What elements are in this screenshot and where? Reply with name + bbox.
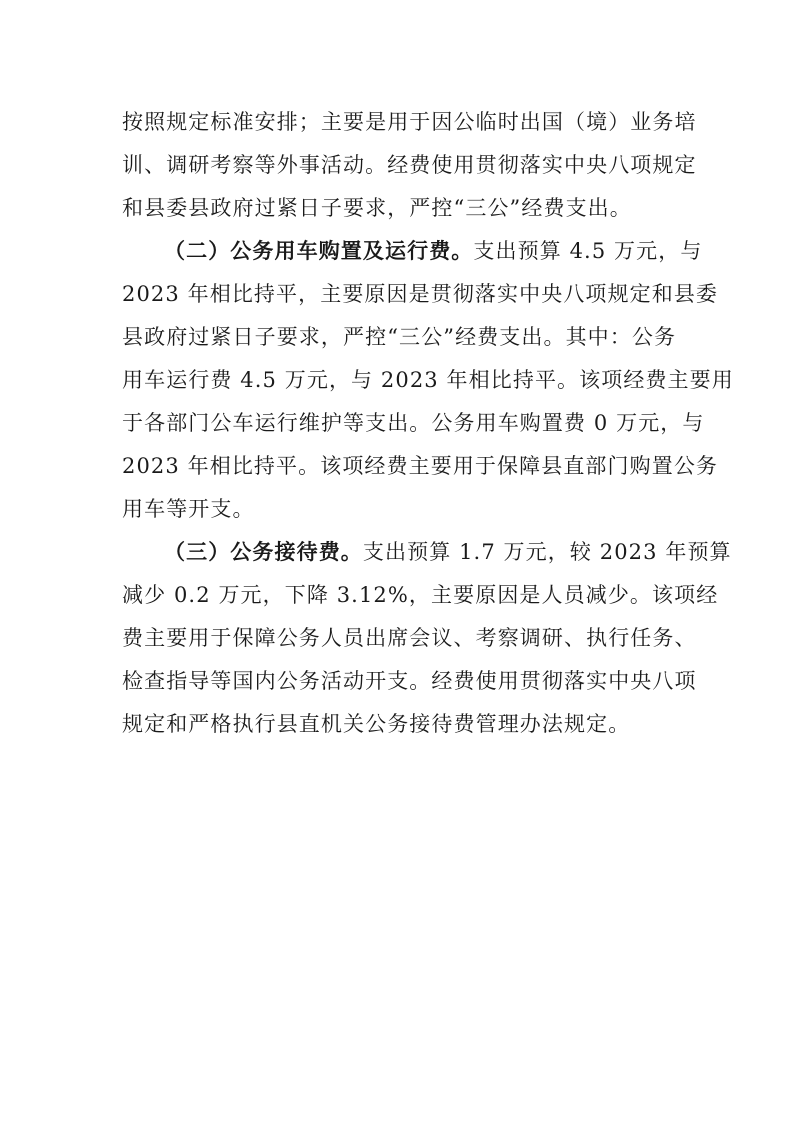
paragraph-line: 规定和严格执行县直机关公务接待费管理办法规定。	[122, 712, 631, 736]
paragraph-line: 训、调研考察等外事活动。经费使用贯彻落实中央八项规定	[122, 153, 697, 177]
paragraph-line: 费主要用于保障公务人员出席会议、考察调研、执行任务、	[122, 626, 697, 650]
paragraph-line: 于各部门公车运行维护等支出。公务用车购置费 0 万元，与	[122, 411, 705, 435]
paragraph-line: 减少 0.2 万元，下降 3.12%，主要原因是人员减少。该项经	[122, 583, 719, 607]
section-2-first-line	[164, 233, 703, 269]
section-3-first-line	[164, 534, 732, 570]
paragraph-line: 按照规定标准安排；主要是用于因公临时出国（境）业务培	[122, 110, 697, 134]
paragraph-line: 2023 年相比持平，主要原因是贯彻落实中央八项规定和县委	[122, 282, 719, 306]
section-2-first-line-rest: 支出预算 4.5 万元，与	[473, 239, 703, 263]
paragraph-line: 用车等开支。	[122, 497, 255, 521]
section-3-heading: （三）公务接待费。	[164, 539, 363, 564]
paragraph-line: 县政府过紧日子要求，严控“三公”经费支出。其中：公务	[122, 325, 677, 349]
paragraph-line: 和县委县政府过紧日子要求，严控“三公”经费支出。	[122, 196, 632, 220]
paragraph-line: 检查指导等国内公务活动开支。经费使用贯彻落实中央八项	[122, 669, 697, 693]
paragraph-line: 用车运行费 4.5 万元，与 2023 年相比持平。该项经费主要用	[122, 368, 734, 392]
section-3-first-line-rest: 支出预算 1.7 万元，较 2023 年预算	[362, 540, 732, 564]
section-2-heading: （二）公务用车购置及运行费。	[164, 238, 474, 263]
paragraph-line: 2023 年相比持平。该项经费主要用于保障县直部门购置公务	[122, 454, 719, 478]
